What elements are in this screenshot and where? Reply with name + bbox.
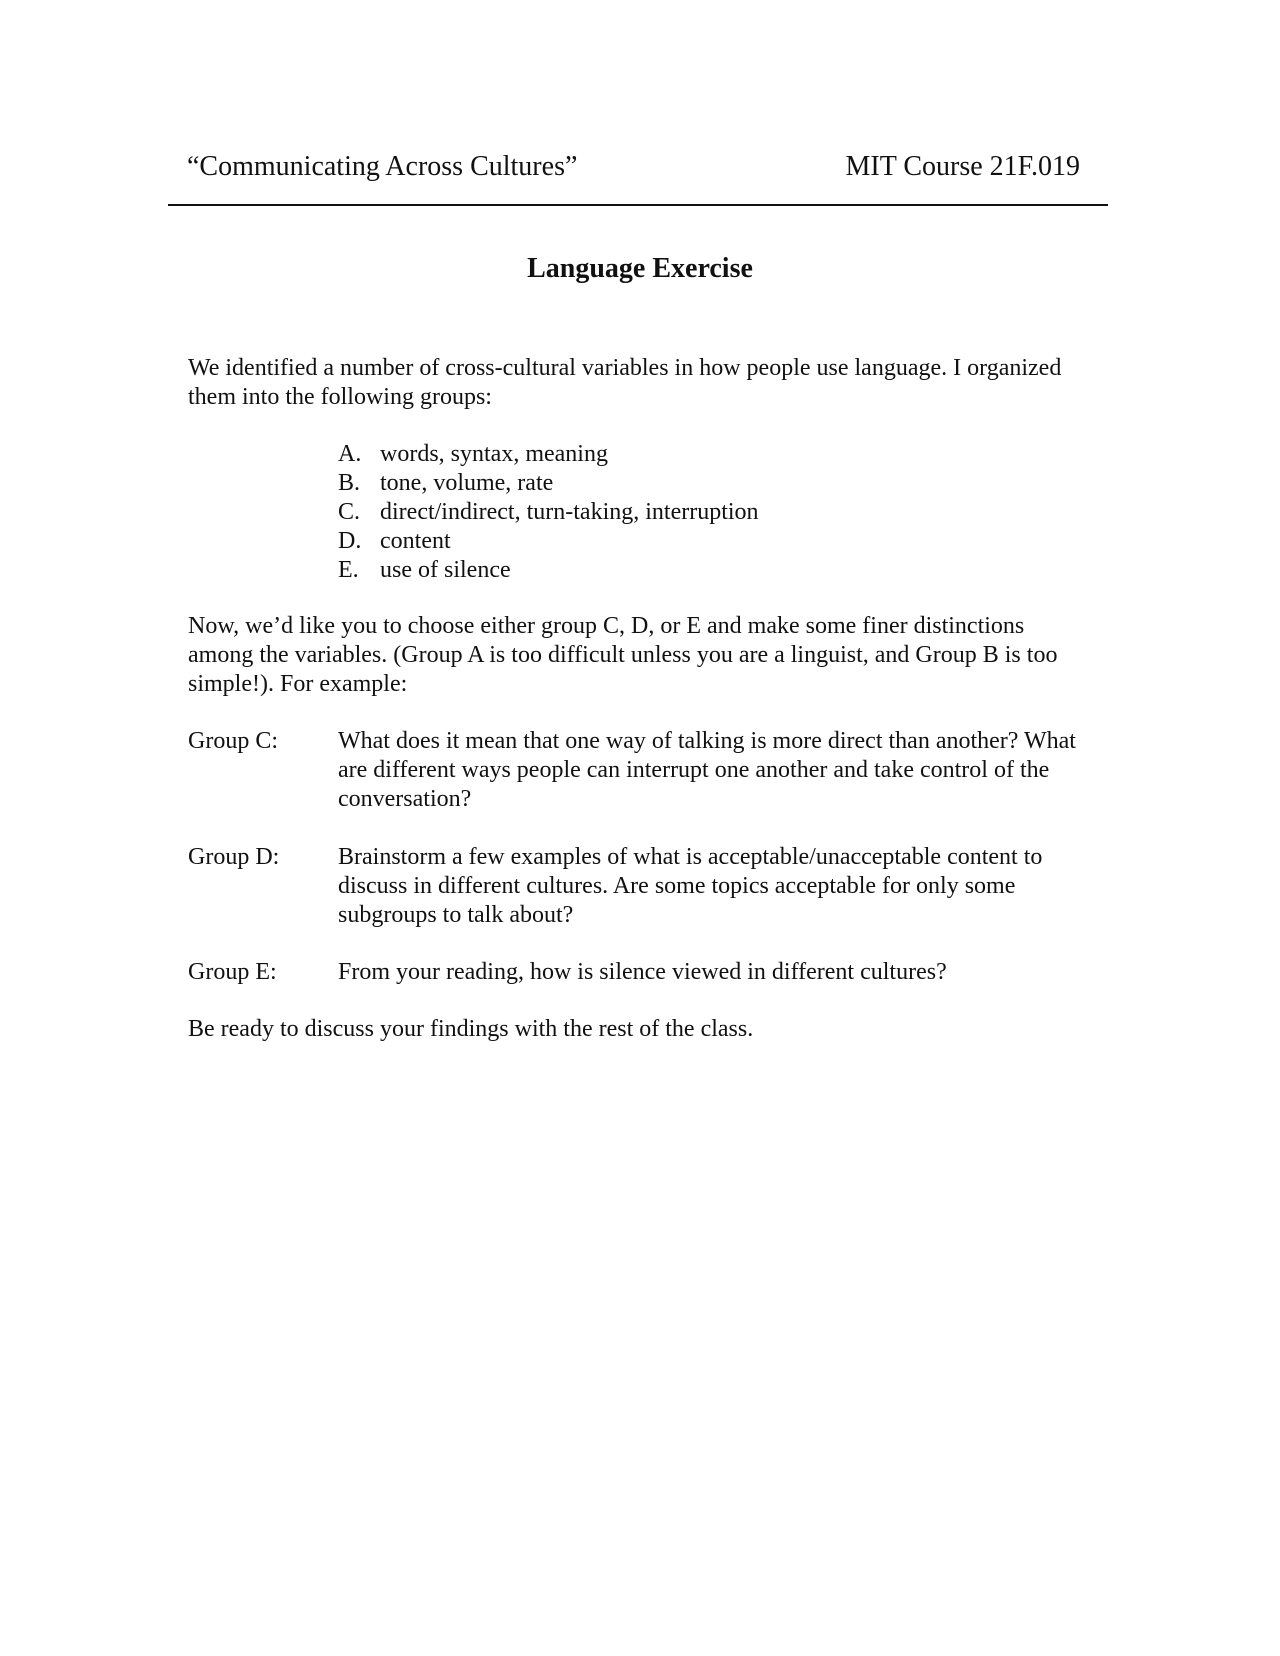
- list-item: [338, 469, 759, 498]
- header-divider: [168, 204, 1108, 206]
- page-title: Language Exercise: [527, 253, 753, 284]
- list-item-text: content: [380, 528, 451, 554]
- instructions-paragraph: Now, we’d like you to choose either group C, D, or E and make some finer distinctions among the variables. (Group A is too difficult unless you are a linguist, and Group B is too simple!). For example:: [188, 613, 1058, 697]
- example-group-label: Group C:: [188, 728, 278, 754]
- example-group-label: Group D:: [188, 844, 280, 870]
- list-item-text: tone, volume, rate: [380, 470, 554, 496]
- variable-group-list: [338, 440, 759, 585]
- list-item-letter: C.: [338, 499, 361, 525]
- list-item: [338, 527, 759, 556]
- example-group-text: From your reading, how is silence viewed in different cultures?: [338, 959, 947, 985]
- course-title: “Communicating Across Cultures”: [187, 151, 578, 182]
- example-group-e: [188, 958, 1088, 987]
- list-item-text: use of silence: [380, 557, 511, 583]
- list-item-text: words, syntax, meaning: [380, 441, 608, 467]
- example-group-c: [188, 727, 1088, 814]
- list-item-text: direct/indirect, turn-taking, interruption: [380, 499, 759, 525]
- closing-paragraph: Be ready to discuss your findings with the rest of the class.: [188, 1016, 754, 1042]
- intro-paragraph: We identified a number of cross-cultural variables in how people use language. I organized them into the following groups:: [188, 355, 1062, 410]
- list-item-letter: D.: [338, 528, 362, 554]
- list-item-letter: E.: [338, 557, 359, 583]
- example-group-label: Group E:: [188, 959, 277, 985]
- list-item-letter: B.: [338, 470, 361, 496]
- list-item-letter: A.: [338, 441, 362, 467]
- list-item: [338, 556, 759, 585]
- example-group-text: Brainstorm a few examples of what is acceptable/unacceptable content to discuss in different cultures. Are some topics acceptable for only some subgroups to talk about?: [338, 844, 1043, 928]
- course-number: MIT Course 21F.019: [845, 151, 1080, 182]
- list-item: [338, 498, 759, 527]
- example-group-text: What does it mean that one way of talking is more direct than another? What are different ways people can interrupt one another and take control of the conversation?: [338, 728, 1076, 812]
- list-item: [338, 440, 759, 469]
- example-group-d: [188, 843, 1088, 930]
